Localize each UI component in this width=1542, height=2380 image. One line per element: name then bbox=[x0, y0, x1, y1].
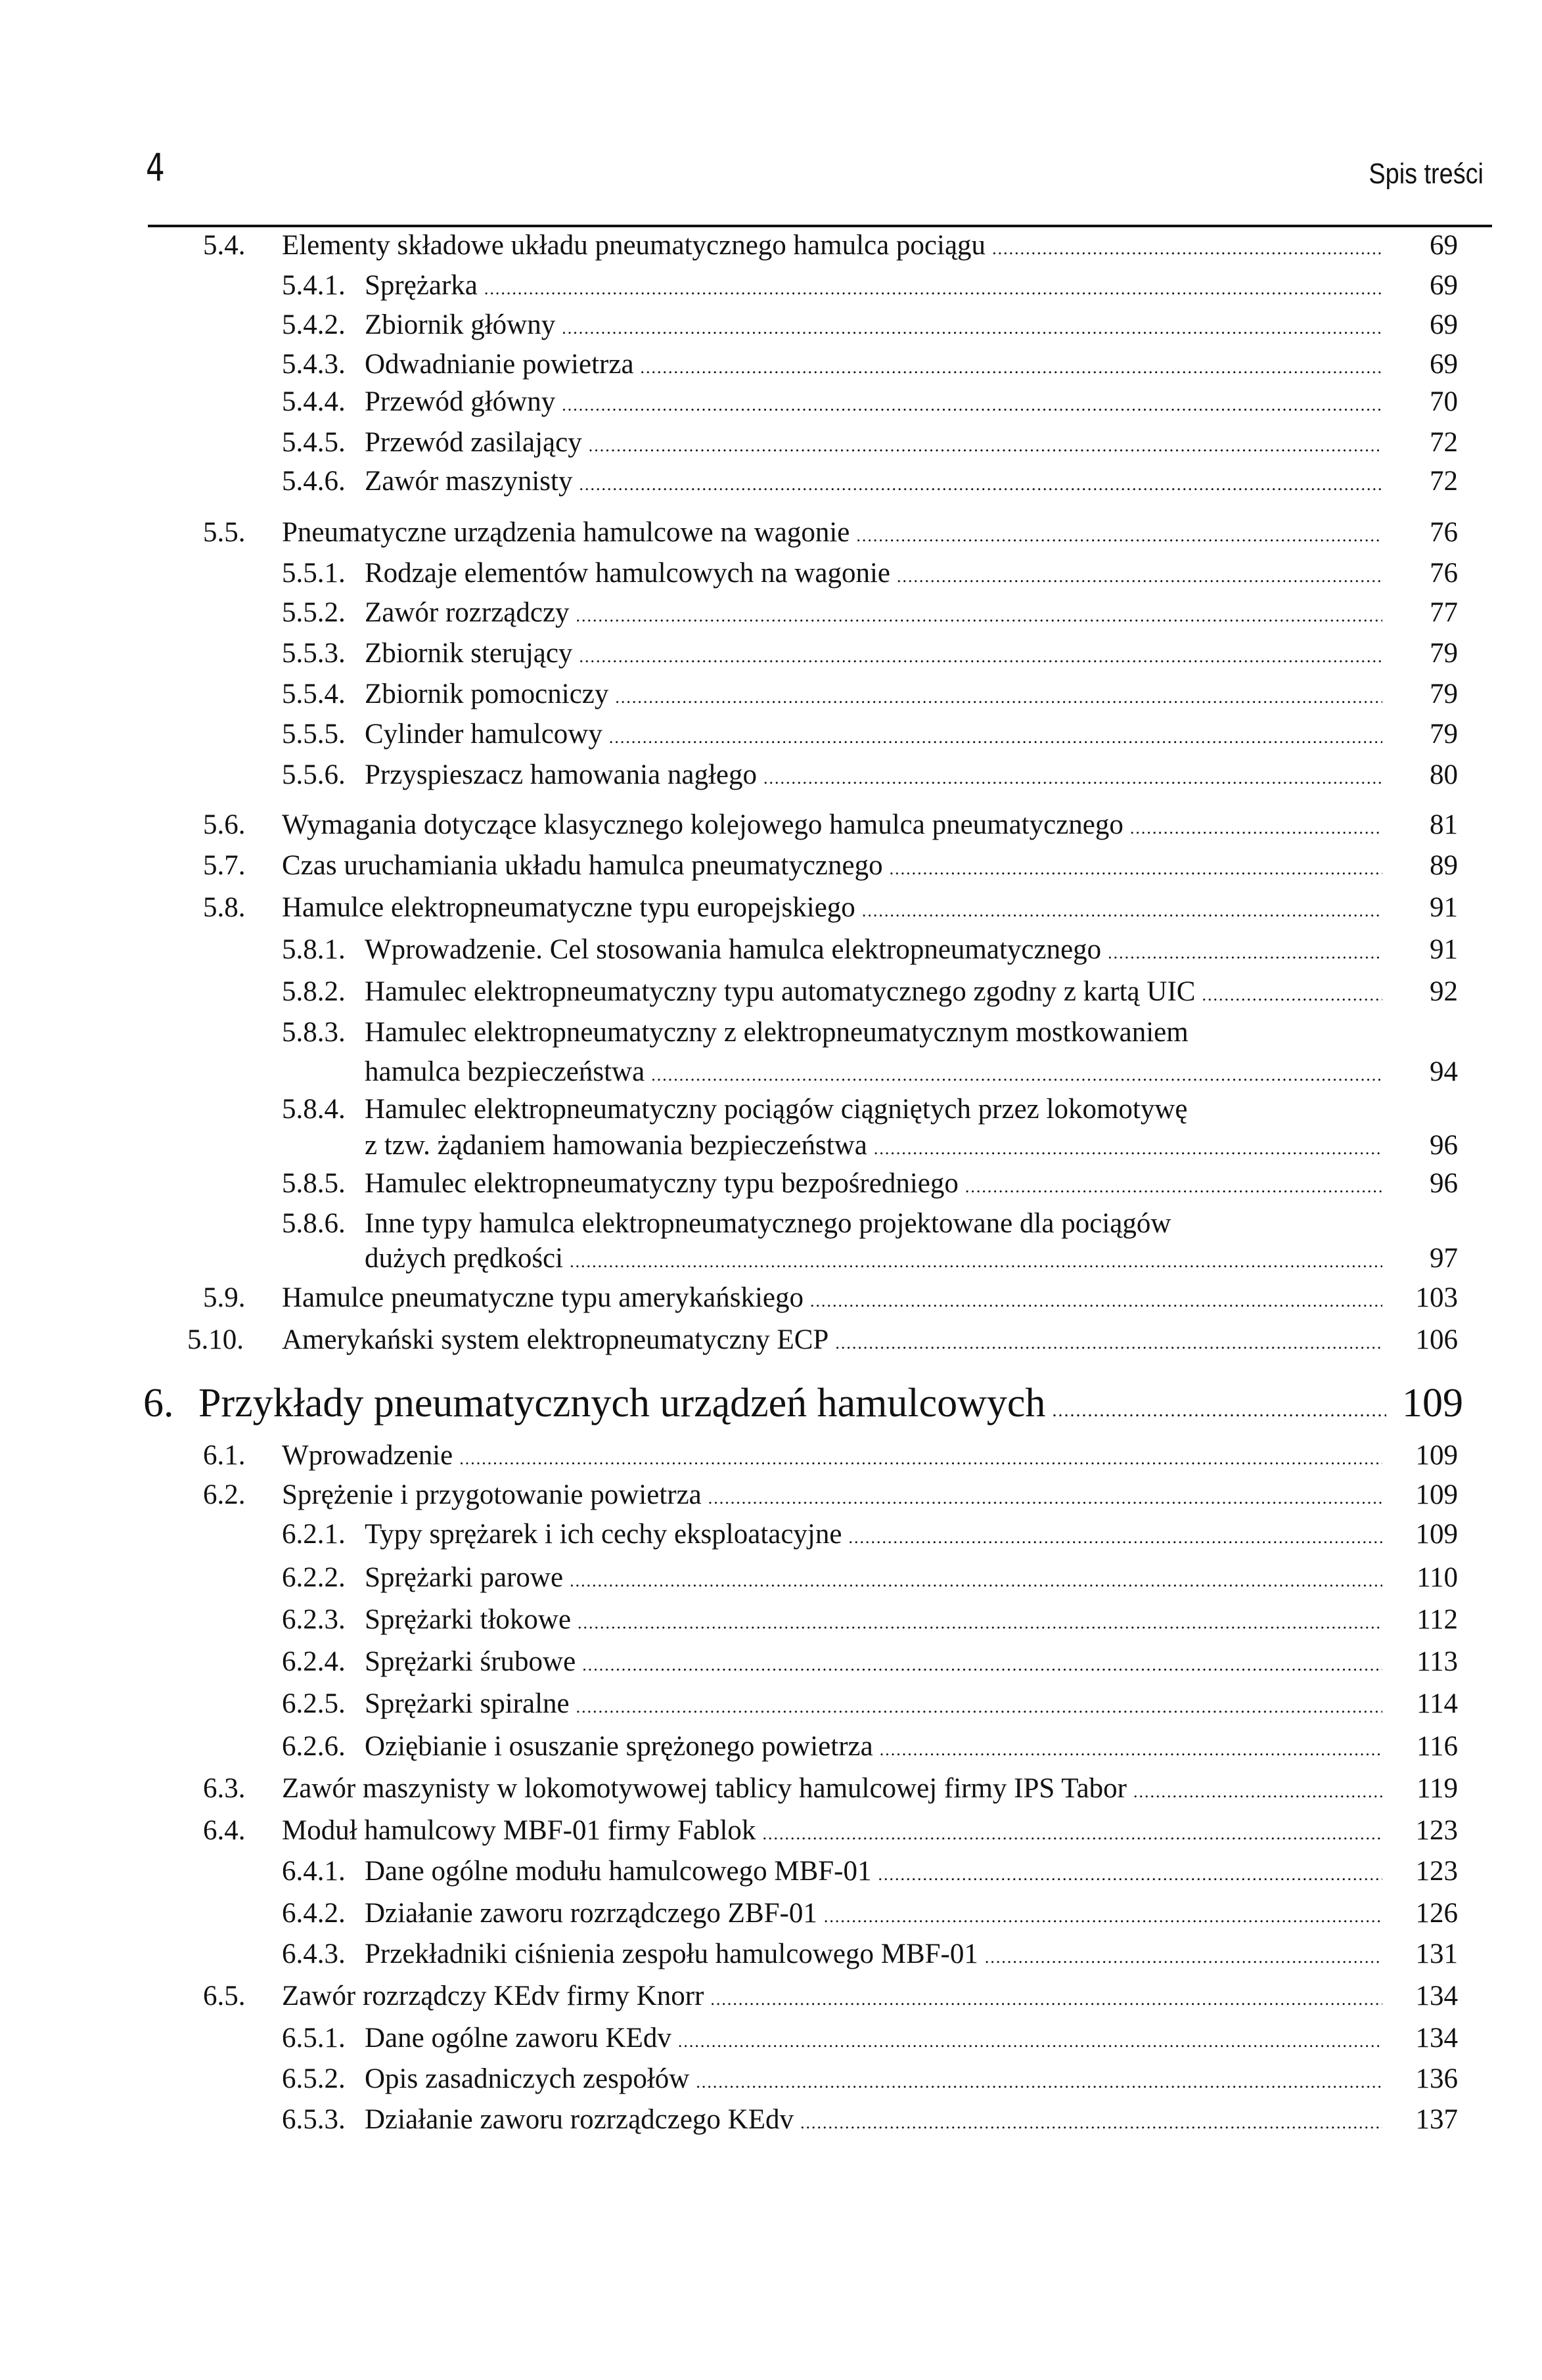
dot-leader bbox=[762, 1814, 1382, 1854]
toc-entry[interactable] bbox=[0, 1013, 1542, 1052]
toc-entry-title: Hamulec elektropneumatyczny z elektropneumatycznym mostkowaniem bbox=[365, 1017, 1189, 1048]
toc-entry-page: 76 bbox=[1430, 558, 1458, 589]
dot-leader bbox=[835, 1324, 1382, 1363]
toc-entry-title: Moduł hamulcowy MBF-01 firmy Fablok bbox=[282, 1815, 756, 1846]
toc-entry-title: Cylinder hamulcowy bbox=[365, 719, 602, 750]
dot-leader bbox=[880, 1730, 1382, 1770]
toc-entry[interactable] bbox=[0, 1558, 1542, 1598]
toc-entry-number: 6.2.4. bbox=[282, 1646, 346, 1677]
toc-entry-page: 69 bbox=[1430, 309, 1458, 340]
page-number: 4 bbox=[146, 145, 165, 190]
toc-entry-title: Sprężarka bbox=[365, 270, 478, 301]
toc-entry[interactable] bbox=[0, 972, 1542, 1012]
toc-entry-title: Przyspieszacz hamowania nagłego bbox=[365, 759, 757, 790]
toc-entry-title: Hamulce pneumatyczne typu amerykańskiego bbox=[282, 1282, 804, 1313]
dot-leader bbox=[856, 516, 1382, 556]
toc-entry-page: 123 bbox=[1415, 1856, 1458, 1887]
toc-entry[interactable] bbox=[0, 930, 1542, 970]
toc-entry-page: 72 bbox=[1430, 466, 1458, 497]
toc-entry-title: Czas uruchamiania układu hamulca pneumatycznego bbox=[282, 850, 883, 881]
toc-entry-page: 114 bbox=[1417, 1688, 1458, 1719]
toc-entry-title: Amerykański system elektropneumatyczny ECP bbox=[282, 1324, 829, 1355]
toc-entry[interactable] bbox=[0, 715, 1542, 754]
dot-leader bbox=[824, 1897, 1382, 1937]
dot-leader bbox=[1052, 1385, 1386, 1437]
toc-entry-page: 109 bbox=[1415, 1440, 1458, 1471]
toc-entry-number: 5.5. bbox=[203, 517, 246, 548]
toc-entry-page: 109 bbox=[1402, 1381, 1463, 1426]
dot-leader bbox=[800, 2103, 1382, 2143]
toc-entry[interactable] bbox=[0, 1684, 1542, 1724]
dot-leader bbox=[708, 1479, 1382, 1518]
dot-leader bbox=[579, 637, 1382, 677]
dot-leader bbox=[985, 1938, 1382, 1977]
toc-entry-title: z tzw. żądaniem hamowania bezpieczeństwa bbox=[365, 1130, 867, 1161]
toc-entry-title: Zbiornik pomocniczy bbox=[365, 679, 609, 709]
toc-entry-number: 6.2. bbox=[203, 1479, 246, 1510]
toc-entry[interactable] bbox=[0, 2100, 1542, 2140]
toc-entry[interactable] bbox=[0, 675, 1542, 714]
toc-entry-title: Hamulec elektropneumatyczny typu bezpośredniego bbox=[365, 1168, 959, 1199]
toc-entry-title: Hamulec elektropneumatyczny pociągów ciągniętych przez lokomotywę bbox=[365, 1094, 1188, 1125]
toc-entry-page: 92 bbox=[1430, 976, 1458, 1007]
toc-entry-title: Działanie zaworu rozrządczego ZBF-01 bbox=[365, 1898, 817, 1929]
dot-leader bbox=[848, 1518, 1382, 1558]
dot-leader bbox=[992, 229, 1382, 269]
toc-entry-title: Zawór rozrządczy KEdv firmy Knorr bbox=[282, 1981, 704, 2011]
toc-entry-number: 5.4.2. bbox=[282, 309, 346, 340]
toc-entry-title: Wymagania dotyczące klasycznego kolejowego hamulca pneumatycznego bbox=[282, 809, 1123, 840]
dot-leader bbox=[459, 1439, 1382, 1479]
dot-leader bbox=[582, 1646, 1382, 1685]
toc-entry-number: 5.5.1. bbox=[282, 558, 346, 589]
dot-leader bbox=[615, 678, 1382, 717]
toc-entry-page: 91 bbox=[1430, 892, 1458, 923]
toc-entry-title: Oziębianie i osuszanie sprężonego powietrza bbox=[365, 1731, 873, 1762]
dot-leader bbox=[878, 1855, 1382, 1895]
toc-entry-title: Wprowadzenie bbox=[282, 1440, 453, 1471]
dot-leader bbox=[562, 309, 1382, 348]
toc-entry-page: 81 bbox=[1430, 809, 1458, 840]
toc-entry[interactable] bbox=[0, 1642, 1542, 1682]
toc-entry-number: 5.8.3. bbox=[282, 1017, 346, 1048]
dot-leader bbox=[576, 1688, 1382, 1727]
toc-entry-title: Inne typy hamulca elektropneumatycznego projektowane dla pociągów bbox=[365, 1208, 1171, 1239]
toc-entry-number: 6.2.2. bbox=[282, 1562, 346, 1593]
toc-entry[interactable] bbox=[0, 1977, 1542, 2016]
toc-entry-number: 5.5.2. bbox=[282, 597, 346, 628]
toc-entry[interactable] bbox=[0, 382, 1542, 422]
toc-entry-page: 134 bbox=[1415, 2023, 1458, 2054]
toc-entry-page: 69 bbox=[1430, 349, 1458, 380]
toc-entry-page: 72 bbox=[1430, 427, 1458, 458]
toc-entry[interactable] bbox=[0, 1320, 1542, 1360]
toc-entry-number: 5.4.4. bbox=[282, 386, 346, 417]
dot-leader bbox=[562, 386, 1382, 425]
toc-entry-page: 77 bbox=[1430, 597, 1458, 628]
toc-entry-title: Zawór maszynisty bbox=[365, 466, 573, 497]
toc-entry-page: 94 bbox=[1430, 1056, 1458, 1087]
dot-leader bbox=[1108, 933, 1382, 973]
toc-entry-page: 91 bbox=[1430, 934, 1458, 965]
toc-entry-page: 79 bbox=[1430, 638, 1458, 669]
toc-entry-page: 131 bbox=[1415, 1939, 1458, 1969]
dot-leader bbox=[696, 2063, 1382, 2102]
toc-entry-title: Działanie zaworu rozrządczego KEdv bbox=[365, 2104, 794, 2135]
toc-entry-title: Opis zasadniczych zespołów bbox=[365, 2063, 690, 2094]
toc-entry-title: Dane ogólne zaworu KEdv bbox=[365, 2023, 671, 2054]
toc-entry[interactable] bbox=[0, 423, 1542, 462]
toc-entry[interactable] bbox=[0, 1126, 1542, 1165]
toc-entry[interactable] bbox=[0, 888, 1542, 928]
dot-leader bbox=[589, 426, 1382, 466]
toc-entry-page: 113 bbox=[1417, 1646, 1458, 1677]
toc-entry[interactable] bbox=[0, 266, 1542, 305]
toc-entry-number: 6.2.6. bbox=[282, 1731, 346, 1762]
toc-entry-number: 6.4.2. bbox=[282, 1898, 346, 1929]
toc-entry-number: 6.5. bbox=[203, 1981, 246, 2011]
toc-entry[interactable] bbox=[0, 2019, 1542, 2058]
toc-entry-number: 5.8.4. bbox=[282, 1094, 346, 1125]
toc-entry-title: Pneumatyczne urządzenia hamulcowe na wagonie bbox=[282, 517, 850, 548]
toc-entry-number: 6.5.1. bbox=[282, 2023, 346, 2054]
toc-entry-number: 5.4.1. bbox=[282, 270, 346, 301]
toc-entry[interactable] bbox=[0, 634, 1542, 673]
toc-entry[interactable] bbox=[0, 1475, 1542, 1515]
toc-entry-number: 5.8.1. bbox=[282, 934, 346, 965]
toc-entry[interactable] bbox=[0, 1239, 1542, 1278]
toc-entry-number: 5.4.5. bbox=[282, 427, 346, 458]
toc-entry-number: 5.7. bbox=[203, 850, 246, 881]
dot-leader bbox=[1202, 976, 1382, 1015]
toc-entry-title: Zawór rozrządczy bbox=[365, 597, 570, 628]
dot-leader bbox=[810, 1282, 1382, 1321]
toc-entry[interactable] bbox=[0, 1769, 1542, 1808]
toc-entry-number: 5.5.4. bbox=[282, 679, 346, 709]
toc-entry[interactable] bbox=[0, 1935, 1542, 1974]
toc-entry-number: 5.4. bbox=[203, 230, 246, 261]
toc-entry-number: 5.8.5. bbox=[282, 1168, 346, 1199]
toc-entry-page: 137 bbox=[1415, 2104, 1458, 2135]
dot-leader bbox=[710, 1980, 1382, 2019]
toc-entry-page: 106 bbox=[1415, 1324, 1458, 1355]
toc-entry-title: Elementy składowe układu pneumatycznego hamulca pociągu bbox=[282, 230, 986, 261]
toc-entry-title: Zawór maszynisty w lokomotywowej tablicy hamulcowej firmy IPS Tabor bbox=[282, 1773, 1127, 1804]
toc-entry-page: 79 bbox=[1430, 679, 1458, 709]
toc-entry-page: 97 bbox=[1430, 1243, 1458, 1274]
toc-entry-page: 123 bbox=[1415, 1815, 1458, 1846]
toc-entry-number: 5.8.6. bbox=[282, 1208, 346, 1239]
toc-entry-number: 5.10. bbox=[187, 1324, 244, 1355]
toc-entry-number: 6.3. bbox=[203, 1773, 246, 1804]
toc-entry-title: Hamulce elektropneumatyczne typu europejskiego bbox=[282, 892, 855, 923]
dot-leader bbox=[579, 465, 1382, 505]
toc-entry-page: 103 bbox=[1415, 1282, 1458, 1313]
toc-entry-title: Sprężarki parowe bbox=[365, 1562, 564, 1593]
toc-entry[interactable] bbox=[0, 1600, 1542, 1640]
toc-entry-title: Zbiornik sterujący bbox=[365, 638, 573, 669]
toc-entry[interactable] bbox=[0, 805, 1542, 845]
dot-leader bbox=[890, 849, 1382, 889]
toc-entry-page: 110 bbox=[1417, 1562, 1458, 1593]
toc-entry[interactable] bbox=[0, 1515, 1542, 1554]
toc-entry[interactable] bbox=[0, 513, 1542, 552]
toc-entry-title: Typy sprężarek i ich cechy eksploatacyjne bbox=[365, 1519, 842, 1550]
toc-entry[interactable] bbox=[0, 1894, 1542, 1933]
toc-entry-number: 6.4.1. bbox=[282, 1856, 346, 1887]
toc-entry-page: 96 bbox=[1430, 1168, 1458, 1199]
dot-leader bbox=[874, 1129, 1382, 1169]
toc-entry-title: Odwadnianie powietrza bbox=[365, 349, 634, 380]
dot-leader bbox=[1130, 809, 1382, 848]
toc-entry-page: 69 bbox=[1430, 230, 1458, 261]
toc-entry-number: 6.5.3. bbox=[282, 2104, 346, 2135]
toc-entry-number: 6.2.5. bbox=[282, 1688, 346, 1719]
dot-leader bbox=[897, 557, 1382, 596]
toc-entry-page: 70 bbox=[1430, 386, 1458, 417]
toc-entry-page: 116 bbox=[1417, 1731, 1458, 1762]
toc-entry-number: 5.5.6. bbox=[282, 759, 346, 790]
toc-entry-title: Przewód zasilający bbox=[365, 427, 582, 458]
toc-entry[interactable] bbox=[0, 1727, 1542, 1766]
dot-leader bbox=[678, 2022, 1382, 2061]
toc-entry[interactable] bbox=[0, 1278, 1542, 1318]
toc-entry-page: 119 bbox=[1417, 1773, 1458, 1804]
toc-entry-number: 5.9. bbox=[203, 1282, 246, 1313]
toc-entry-number: 6. bbox=[143, 1381, 174, 1426]
dot-leader bbox=[1133, 1772, 1382, 1812]
toc-entry-number: 5.8.2. bbox=[282, 976, 346, 1007]
toc-entry-number: 6.2.1. bbox=[282, 1519, 346, 1550]
toc-entry[interactable] bbox=[0, 1852, 1542, 1891]
toc-entry[interactable] bbox=[0, 345, 1542, 384]
running-title: Spis treści bbox=[1369, 158, 1484, 190]
toc-entry-page: 96 bbox=[1430, 1130, 1458, 1161]
toc-entry-title: hamulca bezpieczeństwa bbox=[365, 1056, 645, 1087]
toc-entry-page: 126 bbox=[1415, 1898, 1458, 1929]
toc-entry[interactable] bbox=[0, 2059, 1542, 2099]
toc-entry[interactable] bbox=[0, 226, 1542, 265]
toc-entry-number: 5.4.6. bbox=[282, 466, 346, 497]
toc-entry-number: 6.4. bbox=[203, 1815, 246, 1846]
toc-entry-page: 80 bbox=[1430, 759, 1458, 790]
toc-entry-page: 134 bbox=[1415, 1981, 1458, 2011]
toc-entry-title: Sprężarki tłokowe bbox=[365, 1604, 572, 1635]
toc-entry[interactable] bbox=[0, 305, 1542, 345]
toc-entry-title: Sprężarki spiralne bbox=[365, 1688, 570, 1719]
toc-entry[interactable] bbox=[0, 1052, 1542, 1092]
toc-entry-title: Przewód główny bbox=[365, 386, 556, 417]
toc-entry[interactable] bbox=[0, 1164, 1542, 1203]
toc-entry[interactable] bbox=[0, 593, 1542, 633]
dot-leader bbox=[484, 269, 1382, 309]
toc-entry[interactable] bbox=[0, 1436, 1542, 1475]
toc-entry-title: Zbiornik główny bbox=[365, 309, 556, 340]
dot-leader bbox=[570, 1561, 1382, 1601]
toc-entry-title: Sprężenie i przygotowanie powietrza bbox=[282, 1479, 702, 1510]
toc-entry-number: 5.8. bbox=[203, 892, 246, 923]
dot-leader bbox=[641, 348, 1382, 388]
toc-entry-number: 5.5.5. bbox=[282, 719, 346, 750]
toc-entry[interactable] bbox=[0, 1811, 1542, 1851]
toc-entry-title: Rodzaje elementów hamulcowych na wagonie bbox=[365, 558, 890, 589]
toc-entry[interactable] bbox=[0, 755, 1542, 795]
toc-entry-title: Hamulec elektropneumatyczny typu automatycznego zgodny z kartą UIC bbox=[365, 976, 1196, 1007]
toc-entry-number: 5.5.3. bbox=[282, 638, 346, 669]
toc-entry-title: Przekładniki ciśnienia zespołu hamulcowego MBF-01 bbox=[365, 1939, 978, 1969]
toc-entry[interactable] bbox=[0, 462, 1542, 501]
toc-entry-page: 112 bbox=[1417, 1604, 1458, 1635]
toc-entry-page: 136 bbox=[1415, 2063, 1458, 2094]
dot-leader bbox=[570, 1242, 1382, 1282]
toc-entry-number: 6.4.3. bbox=[282, 1939, 346, 1969]
toc-chapter-entry[interactable] bbox=[0, 1377, 1542, 1429]
toc-entry-title: dużych prędkości bbox=[365, 1243, 564, 1274]
toc-entry-page: 69 bbox=[1430, 270, 1458, 301]
toc-entry[interactable] bbox=[0, 1204, 1542, 1244]
toc-entry[interactable] bbox=[0, 1090, 1542, 1129]
dot-leader bbox=[651, 1056, 1382, 1095]
toc-entry-title: Wprowadzenie. Cel stosowania hamulca elektropneumatycznego bbox=[365, 934, 1102, 965]
toc-entry-page: 76 bbox=[1430, 517, 1458, 548]
toc-entry-title: Przykłady pneumatycznych urządzeń hamulcowych bbox=[198, 1381, 1046, 1426]
toc-entry-number: 5.6. bbox=[203, 809, 246, 840]
toc-entry-page: 89 bbox=[1430, 850, 1458, 881]
toc-entry-number: 6.2.3. bbox=[282, 1604, 346, 1635]
dot-leader bbox=[862, 891, 1382, 931]
toc-entry-page: 109 bbox=[1415, 1479, 1458, 1510]
dot-leader bbox=[578, 1604, 1382, 1643]
toc-entry-title: Dane ogólne modułu hamulcowego MBF-01 bbox=[365, 1856, 872, 1887]
toc-entry[interactable] bbox=[0, 846, 1542, 886]
toc-entry-title: Sprężarki śrubowe bbox=[365, 1646, 576, 1677]
toc-entry-page: 79 bbox=[1430, 719, 1458, 750]
toc-entry-page: 109 bbox=[1415, 1519, 1458, 1550]
dot-leader bbox=[965, 1167, 1382, 1207]
toc-entry-number: 6.1. bbox=[203, 1440, 246, 1471]
dot-leader bbox=[576, 596, 1382, 636]
toc-entry-number: 6.5.2. bbox=[282, 2063, 346, 2094]
toc-entry-number: 5.4.3. bbox=[282, 349, 346, 380]
dot-leader bbox=[609, 718, 1382, 757]
toc-entry[interactable] bbox=[0, 554, 1542, 593]
dot-leader bbox=[763, 759, 1382, 798]
